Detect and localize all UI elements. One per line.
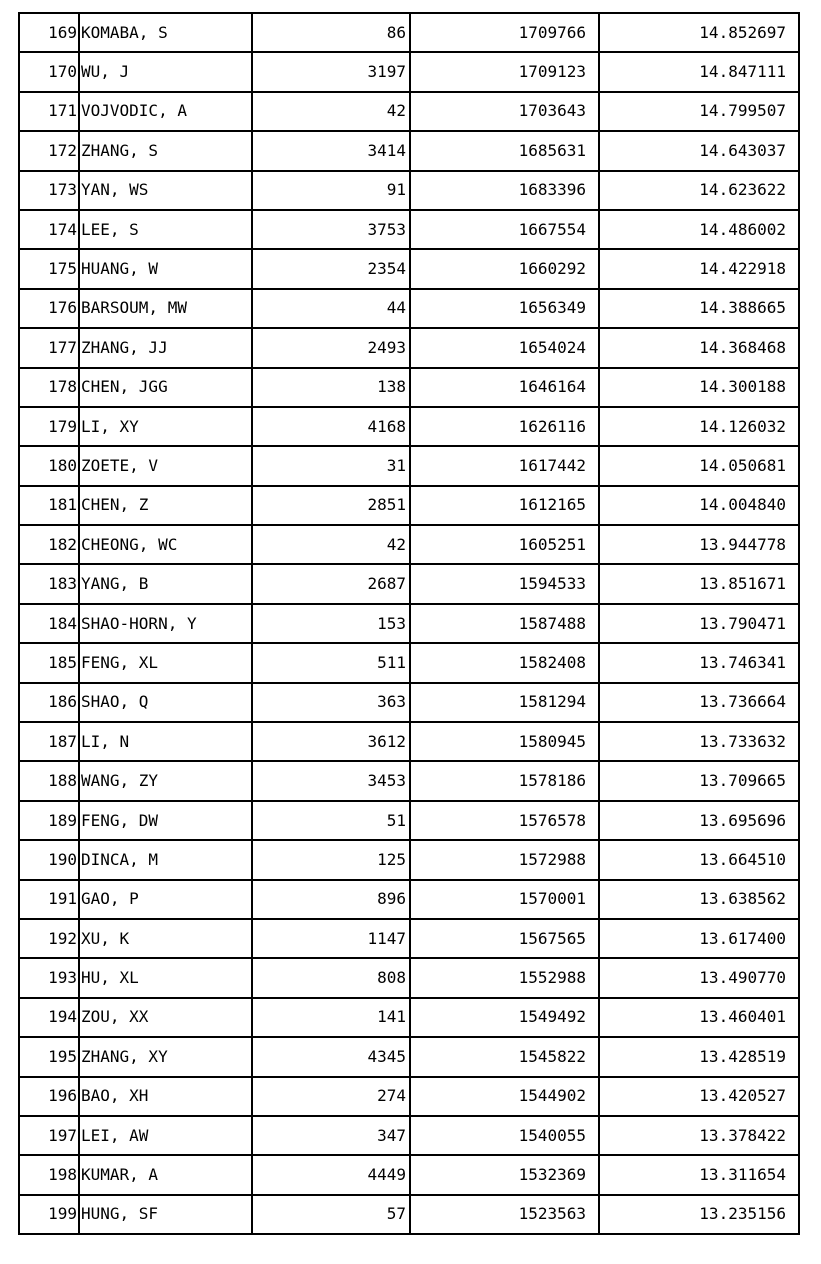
- rank-cell: 173: [19, 171, 79, 210]
- table-row: [19, 564, 799, 603]
- rank-cell: 183: [19, 564, 79, 603]
- count-cell: 138: [252, 368, 410, 407]
- rank-cell: 194: [19, 998, 79, 1037]
- author-name-cell: FENG, DW: [79, 801, 252, 840]
- score-cell: 14.847111: [599, 52, 799, 91]
- rank-cell: 199: [19, 1195, 79, 1234]
- total-cell: 1552988: [410, 958, 599, 997]
- author-name-cell: HU, XL: [79, 958, 252, 997]
- rank-cell: 169: [19, 13, 79, 52]
- author-name-cell: LEI, AW: [79, 1116, 252, 1155]
- rank-cell: 178: [19, 368, 79, 407]
- total-cell: 1612165: [410, 486, 599, 525]
- ranking-table-body: [19, 13, 799, 1234]
- score-cell: 13.709665: [599, 761, 799, 800]
- count-cell: 2851: [252, 486, 410, 525]
- table-row: [19, 604, 799, 643]
- total-cell: 1685631: [410, 131, 599, 170]
- table-row: [19, 525, 799, 564]
- table-row: [19, 486, 799, 525]
- total-cell: 1540055: [410, 1116, 599, 1155]
- count-cell: 141: [252, 998, 410, 1037]
- author-name-cell: KUMAR, A: [79, 1155, 252, 1194]
- count-cell: 51: [252, 801, 410, 840]
- rank-cell: 193: [19, 958, 79, 997]
- table-row: [19, 1077, 799, 1116]
- score-cell: 14.300188: [599, 368, 799, 407]
- total-cell: 1570001: [410, 880, 599, 919]
- count-cell: 274: [252, 1077, 410, 1116]
- table-row: [19, 368, 799, 407]
- total-cell: 1582408: [410, 643, 599, 682]
- rank-cell: 180: [19, 446, 79, 485]
- count-cell: 3197: [252, 52, 410, 91]
- total-cell: 1646164: [410, 368, 599, 407]
- rank-cell: 177: [19, 328, 79, 367]
- author-name-cell: XU, K: [79, 919, 252, 958]
- table-row: [19, 722, 799, 761]
- rank-cell: 197: [19, 1116, 79, 1155]
- table-row: [19, 249, 799, 288]
- author-name-cell: HUANG, W: [79, 249, 252, 288]
- author-name-cell: LI, N: [79, 722, 252, 761]
- score-cell: 13.420527: [599, 1077, 799, 1116]
- count-cell: 4449: [252, 1155, 410, 1194]
- ranking-table: [18, 12, 800, 1235]
- count-cell: 2687: [252, 564, 410, 603]
- score-cell: 14.486002: [599, 210, 799, 249]
- table-row: [19, 683, 799, 722]
- score-cell: 14.852697: [599, 13, 799, 52]
- author-name-cell: WU, J: [79, 52, 252, 91]
- table-row: [19, 131, 799, 170]
- author-name-cell: FENG, XL: [79, 643, 252, 682]
- total-cell: 1654024: [410, 328, 599, 367]
- score-cell: 13.460401: [599, 998, 799, 1037]
- score-cell: 14.126032: [599, 407, 799, 446]
- score-cell: 14.004840: [599, 486, 799, 525]
- count-cell: 44: [252, 289, 410, 328]
- table-row: [19, 1116, 799, 1155]
- count-cell: 57: [252, 1195, 410, 1234]
- count-cell: 3414: [252, 131, 410, 170]
- total-cell: 1703643: [410, 92, 599, 131]
- rank-cell: 190: [19, 840, 79, 879]
- score-cell: 13.851671: [599, 564, 799, 603]
- author-name-cell: CHEN, Z: [79, 486, 252, 525]
- table-row: [19, 761, 799, 800]
- author-name-cell: YANG, B: [79, 564, 252, 603]
- table-row: [19, 210, 799, 249]
- total-cell: 1667554: [410, 210, 599, 249]
- count-cell: 86: [252, 13, 410, 52]
- score-cell: 13.428519: [599, 1037, 799, 1076]
- total-cell: 1617442: [410, 446, 599, 485]
- rank-cell: 176: [19, 289, 79, 328]
- total-cell: 1532369: [410, 1155, 599, 1194]
- rank-cell: 174: [19, 210, 79, 249]
- count-cell: 2493: [252, 328, 410, 367]
- author-name-cell: HUNG, SF: [79, 1195, 252, 1234]
- table-row: [19, 13, 799, 52]
- count-cell: 125: [252, 840, 410, 879]
- count-cell: 2354: [252, 249, 410, 288]
- count-cell: 363: [252, 683, 410, 722]
- rank-cell: 182: [19, 525, 79, 564]
- rank-cell: 186: [19, 683, 79, 722]
- total-cell: 1567565: [410, 919, 599, 958]
- total-cell: 1523563: [410, 1195, 599, 1234]
- score-cell: 13.790471: [599, 604, 799, 643]
- table-row: [19, 880, 799, 919]
- count-cell: 4168: [252, 407, 410, 446]
- rank-cell: 195: [19, 1037, 79, 1076]
- rank-cell: 189: [19, 801, 79, 840]
- total-cell: 1605251: [410, 525, 599, 564]
- author-name-cell: SHAO-HORN, Y: [79, 604, 252, 643]
- table-row: [19, 1155, 799, 1194]
- count-cell: 42: [252, 92, 410, 131]
- author-name-cell: CHEONG, WC: [79, 525, 252, 564]
- score-cell: 14.050681: [599, 446, 799, 485]
- score-cell: 14.388665: [599, 289, 799, 328]
- rank-cell: 170: [19, 52, 79, 91]
- table-row: [19, 1037, 799, 1076]
- table-row: [19, 801, 799, 840]
- score-cell: 13.235156: [599, 1195, 799, 1234]
- author-name-cell: BAO, XH: [79, 1077, 252, 1116]
- table-row: [19, 171, 799, 210]
- total-cell: 1545822: [410, 1037, 599, 1076]
- rank-cell: 198: [19, 1155, 79, 1194]
- rank-cell: 196: [19, 1077, 79, 1116]
- total-cell: 1572988: [410, 840, 599, 879]
- table-row: [19, 840, 799, 879]
- total-cell: 1660292: [410, 249, 599, 288]
- author-name-cell: GAO, P: [79, 880, 252, 919]
- count-cell: 1147: [252, 919, 410, 958]
- score-cell: 13.617400: [599, 919, 799, 958]
- author-name-cell: ZHANG, JJ: [79, 328, 252, 367]
- count-cell: 896: [252, 880, 410, 919]
- author-name-cell: VOJVODIC, A: [79, 92, 252, 131]
- total-cell: 1709123: [410, 52, 599, 91]
- total-cell: 1581294: [410, 683, 599, 722]
- score-cell: 13.736664: [599, 683, 799, 722]
- rank-cell: 175: [19, 249, 79, 288]
- count-cell: 153: [252, 604, 410, 643]
- total-cell: 1544902: [410, 1077, 599, 1116]
- total-cell: 1576578: [410, 801, 599, 840]
- total-cell: 1656349: [410, 289, 599, 328]
- author-name-cell: WANG, ZY: [79, 761, 252, 800]
- score-cell: 14.623622: [599, 171, 799, 210]
- table-row: [19, 998, 799, 1037]
- author-name-cell: KOMABA, S: [79, 13, 252, 52]
- rank-cell: 181: [19, 486, 79, 525]
- rank-cell: 188: [19, 761, 79, 800]
- table-row: [19, 643, 799, 682]
- count-cell: 808: [252, 958, 410, 997]
- author-name-cell: LEE, S: [79, 210, 252, 249]
- count-cell: 91: [252, 171, 410, 210]
- author-name-cell: ZOU, XX: [79, 998, 252, 1037]
- score-cell: 14.643037: [599, 131, 799, 170]
- table-row: [19, 1195, 799, 1234]
- rank-cell: 172: [19, 131, 79, 170]
- count-cell: 31: [252, 446, 410, 485]
- score-cell: 13.638562: [599, 880, 799, 919]
- author-name-cell: LI, XY: [79, 407, 252, 446]
- count-cell: 4345: [252, 1037, 410, 1076]
- rank-cell: 192: [19, 919, 79, 958]
- table-row: [19, 919, 799, 958]
- count-cell: 511: [252, 643, 410, 682]
- table-row: [19, 289, 799, 328]
- total-cell: 1594533: [410, 564, 599, 603]
- total-cell: 1683396: [410, 171, 599, 210]
- author-name-cell: CHEN, JGG: [79, 368, 252, 407]
- count-cell: 347: [252, 1116, 410, 1155]
- score-cell: 14.368468: [599, 328, 799, 367]
- author-name-cell: BARSOUM, MW: [79, 289, 252, 328]
- score-cell: 13.746341: [599, 643, 799, 682]
- score-cell: 13.664510: [599, 840, 799, 879]
- count-cell: 42: [252, 525, 410, 564]
- score-cell: 13.944778: [599, 525, 799, 564]
- total-cell: 1587488: [410, 604, 599, 643]
- total-cell: 1626116: [410, 407, 599, 446]
- table-row: [19, 446, 799, 485]
- rank-cell: 191: [19, 880, 79, 919]
- author-name-cell: ZHANG, S: [79, 131, 252, 170]
- total-cell: 1549492: [410, 998, 599, 1037]
- table-row: [19, 328, 799, 367]
- score-cell: 14.799507: [599, 92, 799, 131]
- total-cell: 1709766: [410, 13, 599, 52]
- table-row: [19, 52, 799, 91]
- table-row: [19, 407, 799, 446]
- score-cell: 14.422918: [599, 249, 799, 288]
- rank-cell: 184: [19, 604, 79, 643]
- rank-cell: 179: [19, 407, 79, 446]
- score-cell: 13.733632: [599, 722, 799, 761]
- author-name-cell: ZOETE, V: [79, 446, 252, 485]
- author-name-cell: DINCA, M: [79, 840, 252, 879]
- score-cell: 13.695696: [599, 801, 799, 840]
- author-name-cell: ZHANG, XY: [79, 1037, 252, 1076]
- score-cell: 13.311654: [599, 1155, 799, 1194]
- score-cell: 13.490770: [599, 958, 799, 997]
- rank-cell: 171: [19, 92, 79, 131]
- rank-cell: 187: [19, 722, 79, 761]
- rank-cell: 185: [19, 643, 79, 682]
- table-row: [19, 958, 799, 997]
- table-row: [19, 92, 799, 131]
- count-cell: 3753: [252, 210, 410, 249]
- total-cell: 1580945: [410, 722, 599, 761]
- total-cell: 1578186: [410, 761, 599, 800]
- score-cell: 13.378422: [599, 1116, 799, 1155]
- author-name-cell: YAN, WS: [79, 171, 252, 210]
- count-cell: 3612: [252, 722, 410, 761]
- count-cell: 3453: [252, 761, 410, 800]
- author-name-cell: SHAO, Q: [79, 683, 252, 722]
